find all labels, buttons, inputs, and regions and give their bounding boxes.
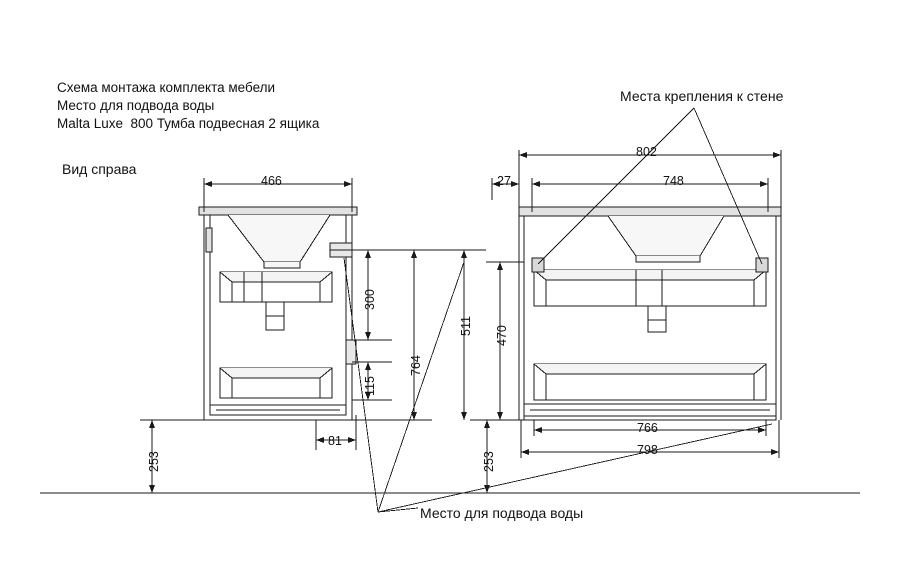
dim-253-left: 253: [147, 451, 161, 472]
dim-511: 511: [459, 316, 473, 336]
dim-300: 300: [363, 289, 377, 310]
dim-253-right: 253: [482, 451, 496, 472]
dim-766: 766: [637, 421, 658, 435]
title-line-1: Схема монтажа комплекта мебели: [57, 80, 276, 95]
wall-mounts-callout: Места крепления к стене: [620, 88, 784, 104]
title-line-2: Место для подвода воды: [57, 98, 215, 113]
side-view-cabinet: [199, 207, 357, 420]
dim-115: 115: [363, 376, 377, 396]
dim-748: 748: [663, 174, 684, 188]
dim-81: 81: [328, 434, 342, 448]
front-view-cabinet: [519, 207, 781, 420]
dim-802: 802: [636, 145, 657, 159]
dim-470: 470: [495, 325, 509, 346]
water-supply-callout: Место для подвода воды: [420, 505, 584, 521]
dim-798: 798: [637, 443, 658, 457]
dim-764: 764: [409, 355, 423, 376]
dim-27: 27: [497, 174, 511, 188]
dim-466: 466: [261, 174, 282, 188]
title-line-3: Malta Luxe 800 Тумба подвесная 2 ящика: [57, 116, 320, 131]
view-right-label: Вид справа: [62, 161, 137, 177]
